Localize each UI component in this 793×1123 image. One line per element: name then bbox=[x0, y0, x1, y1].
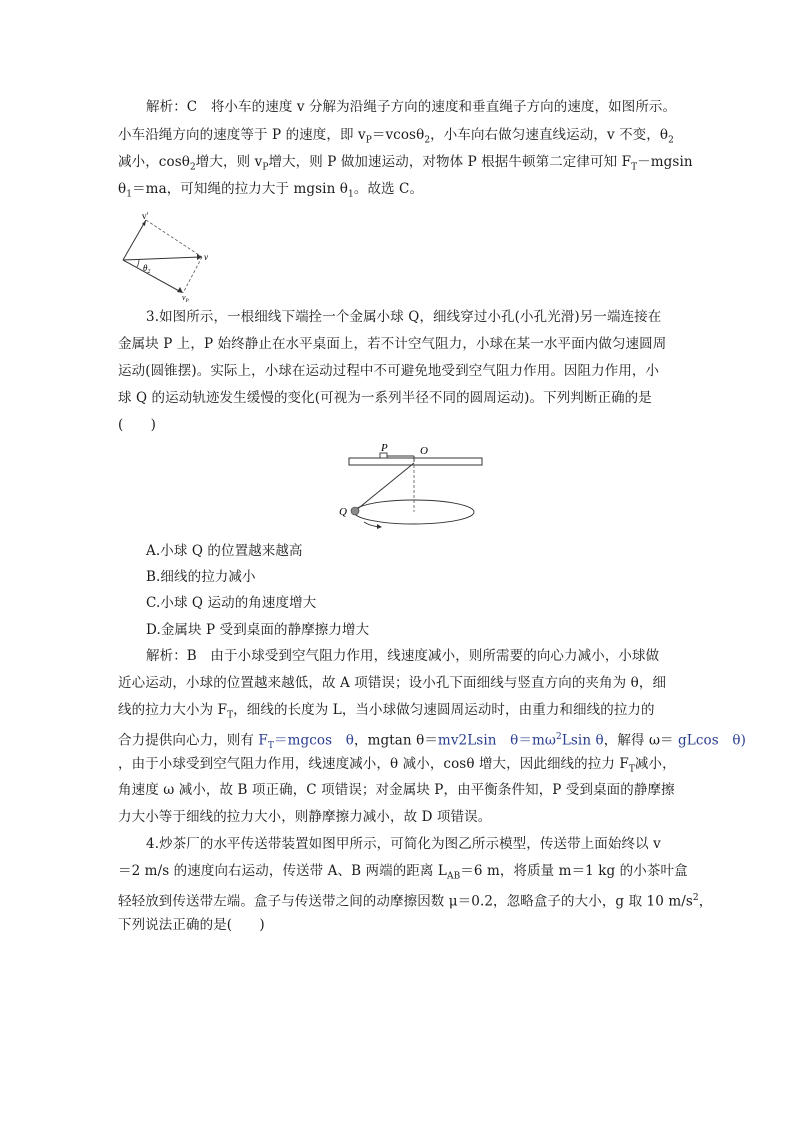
theta-arc bbox=[137, 259, 139, 267]
analysis-2-line-1: 解析：C 将小车的速度 v 分解为沿绳子方向的速度和垂直绳子方向的速度，如图所示。 bbox=[146, 99, 677, 115]
label-v: v bbox=[204, 252, 208, 262]
analysis-2-line-4: $\theta_1=ma$，可知绳的拉力大于 mgsin $\theta_1$。故选 C。 bbox=[118, 181, 424, 200]
vp-vector bbox=[123, 260, 181, 292]
ball-q bbox=[351, 507, 359, 515]
option-b: B.细线的拉力减小 bbox=[146, 569, 256, 585]
analysis-2-line-2: 小车沿绳方向的速度等于 P 的速度，即 $v_P=vcos\theta_2$，小车向右做匀速直线运动，v 不变，$\theta_2$ bbox=[118, 127, 674, 146]
velocity-decomposition-figure bbox=[115, 208, 220, 303]
option-a: A.小球 Q 的位置越来越高 bbox=[146, 543, 303, 559]
label-p: P bbox=[381, 442, 388, 454]
dashed-parallel-bottom bbox=[183, 257, 202, 293]
option-d: D.金属块 P 受到桌面的静摩擦力增大 bbox=[146, 622, 370, 638]
analysis-3-line-1: 解析：B 由于小球受到空气阻力作用，线速度减小，则所需要的向心力减小，小球做 bbox=[146, 648, 660, 664]
q4-line-1: 4.炒茶厂的水平传送带装置如图甲所示，可简化为图乙所示模型，传送带上面始终以 v bbox=[146, 836, 661, 852]
q4-line-3: 轻轻放到传送带左端。盒子与传送带之间的动摩擦因数 μ＝0.2，忽略盒子的大小，g 取 10 $m/s^2$， bbox=[118, 893, 713, 910]
dashed-parallel-top bbox=[146, 220, 202, 257]
v-prime-vector bbox=[123, 220, 146, 260]
label-v-prime: v′ bbox=[142, 211, 149, 221]
q3-line-1: 3.如图所示，一根细线下端拴一个金属小球 Q，细线穿过小孔(小孔光滑)另一端连接在 bbox=[146, 309, 662, 325]
analysis-3-line-6: 角速度 ω 减小，故 B 项正确，C 项错误；对金属块 P，由平衡条件知，P 受到桌面的静摩擦 bbox=[118, 782, 675, 798]
conical-pendulum-figure bbox=[336, 440, 486, 532]
v-vector bbox=[123, 257, 200, 260]
label-q: Q bbox=[339, 506, 347, 518]
pendulum-string bbox=[355, 463, 414, 511]
analysis-3-line-4: 合力提供向心力，则有 $F_T=mgcos$ θ，mgtan θ＝mv2Lsin $\theta=m\omega^2Lsin$ θ，解得 ω＝ gLcos θ) bbox=[118, 732, 746, 752]
analysis-3-line-2: 近心运动，小球的位置越来越低，故 A 项错误；设小孔下面细线与竖直方向的夹角为 θ，细 bbox=[118, 675, 667, 691]
analysis-3-line-7: 力大小等于细线的拉力大小，则静摩擦力减小，故 D 项错误。 bbox=[118, 809, 492, 825]
q3-line-2: 金属块 P 上，P 始终静止在水平桌面上，若不计空气阻力，小球在某一水平面内做匀速圆周 bbox=[118, 336, 667, 352]
q4-line-4: 下列说法正确的是( ) bbox=[118, 917, 265, 933]
q4-line-2: ＝2 m/s 的速度向右运动，传送带 A、B 两端的距离 $L_{AB}=6$ m，将质量 m＝1 kg 的小茶叶盒 bbox=[118, 863, 688, 882]
label-theta: $\theta_2$ bbox=[143, 263, 151, 275]
analysis-3-line-5: ，由于小球受到空气阻力作用，线速度减小，θ 减小，cosθ 增大，因此细线的拉力 $F_T$减小， bbox=[118, 756, 676, 775]
q3-line-4: 球 Q 的运动轨迹发生缓慢的变化(可视为一系列半径不同的圆周运动)。下列判断正确的是 bbox=[118, 390, 652, 406]
option-c: C.小球 Q 运动的角速度增大 bbox=[146, 595, 317, 611]
q3-answer-blank: ( ) bbox=[118, 417, 156, 433]
label-vp: $v_P$ bbox=[182, 293, 189, 303]
table-top bbox=[349, 458, 482, 465]
label-o: O bbox=[420, 445, 428, 457]
motion-arrowhead bbox=[377, 524, 382, 529]
analysis-3-line-3: 线的拉力大小为 $F_T$，细线的长度为 L，当小球做匀速圆周运动时，由重力和细线的拉力的 bbox=[118, 702, 655, 721]
analysis-2-line-3: 减小，cosθ$_2$增大，则 $v_P$增大，则 P 做加速运动，对物体 P 根据牛顿第二定律可知 $F_T-mgsin$ bbox=[118, 154, 693, 173]
q3-line-3: 运动(圆锥摆)。实际上，小球在运动过程中不可避免地受到空气阻力作用。因阻力作用，小 bbox=[118, 363, 660, 379]
